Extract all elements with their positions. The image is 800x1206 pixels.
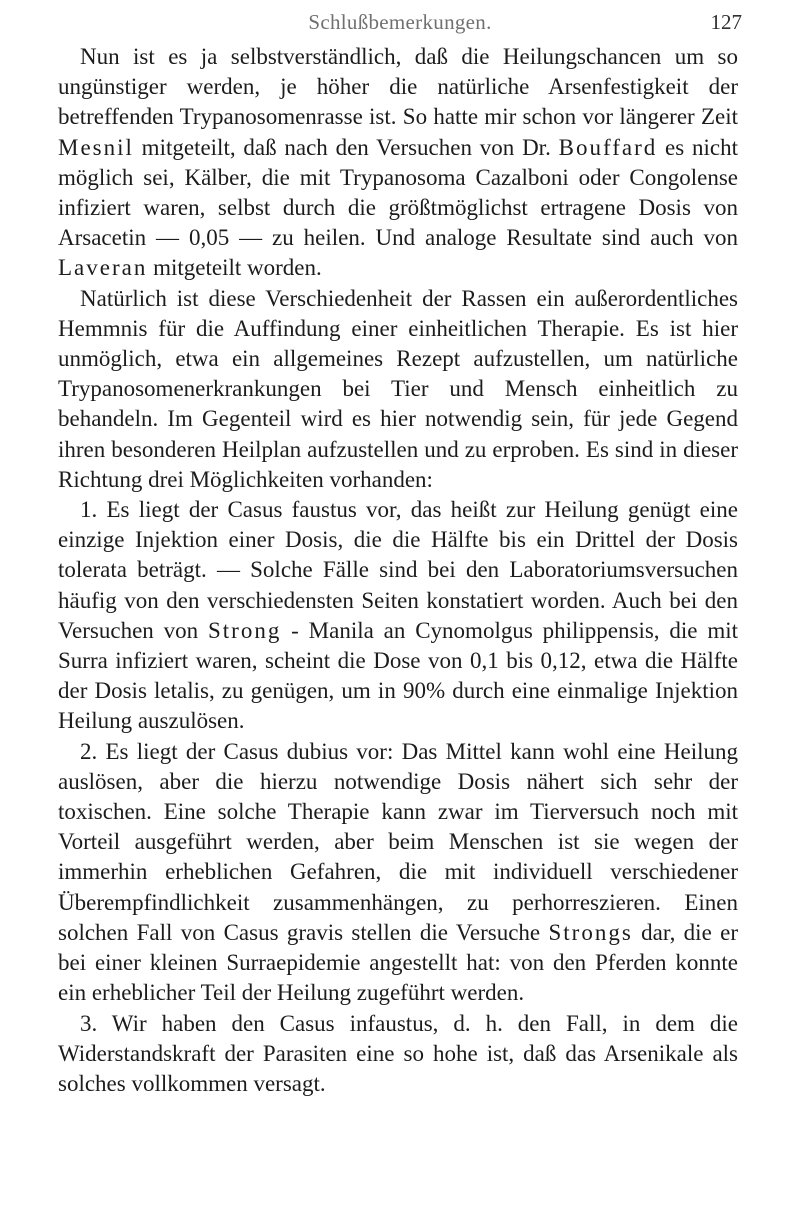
body-text [58,42,738,1099]
page-header [58,8,742,36]
text-segment: - Manila an Cynomolgus philippensis, die mit Surra infiziert waren, scheint die Dose von 0,1 bis 0,12, etwa die Hälfte der Dosis letalis, zu genügen, um in 90% durch eine einmalige Injektion Heilung auszulösen. [58,617,738,734]
text-segment: dar, die er bei einer kleinen Surraepidemie angestellt hat: von den Pferden konnte ein erheblicher Teil der Heilung zugeführt werden. [58,919,738,1006]
running-head: Schlußbemerkungen. [308,10,492,34]
paragraph [58,42,738,284]
author-name: Laveran [58,255,148,281]
text-segment: 1. Es liegt der Casus faustus vor, das heißt zur Heilung genügt eine einzige Injektion einer Dosis, die die Hälfte bis ein Drittel der Dosis tolerata beträgt. — Solche Fälle sind bei den Laboratoriumsversuchen häufig von den verschiedensten Seiten konstatiert worden. Auch bei den Versuchen von [58,497,738,643]
page-number: 127 [710,10,742,34]
paragraph [58,737,738,1009]
text-segment: 2. Es liegt der Casus dubius vor: Das Mittel kann wohl eine Heilung auslösen, aber die hierzu notwendige Dosis nähert sich sehr der toxischen. Eine solche Therapie kann zwar im Tierversuch noch mit Vorteil ausgeführt werden, aber beim Menschen ist sie wegen der immerhin erheblichen Gefahren, die mit individuell verschiedener Überempfindlichkeit zusammenhängen, zu perhorreszieren. Einen solchen Fall von Casus gravis stellen die Versuche [58,738,738,945]
text-segment: es nicht möglich sei, Kälber, die mit Trypanosoma Cazalboni oder Congolense infiziert waren, selbst durch die größtmöglichst ertragene Dosis von Arsacetin — 0,05 — zu heilen. Und analoge Resultate sind auch von [58,134,738,251]
author-name: Strongs [548,919,633,945]
text-segment: mitgeteilt worden. [147,255,322,281]
text-segment: Nun ist es ja selbstverständlich, daß die Heilungschancen um so ungünstiger werden, je höher die natürliche Arsenfestigkeit der betreffenden Trypanosomenrasse ist. So hatte mir schon vor längerer Zeit [58,44,738,130]
author-name: Strong [207,617,282,643]
paragraph [58,495,738,737]
text-segment: 3. Wir haben den Casus infaustus, d. h. den Fall, in dem die Widerstandskraft der Parasiten eine so hohe ist, daß das Arsenikale als solches vollkommen versagt. [58,1010,738,1096]
author-name: Bouffard [558,134,658,160]
author-name: Mesnil [58,134,134,160]
paragraph [58,284,738,495]
paragraph [58,1009,738,1100]
text-segment: mitgeteilt, daß nach den Versuchen von Dr. [133,134,559,160]
text-segment: Natürlich ist diese Verschiedenheit der Rassen ein außerordentliches Hemmnis für die Auffindung einer einheitlichen Therapie. Es ist hier unmöglich, etwa ein allgemeines Rezept aufzustellen, um natürliche Trypanosomenerkrankungen bei Tier und Mensch einheitlich zu behandeln. Im Gegenteil wird es hier notwendig sein, für jede Gegend ihren besonderen Heilplan aufzustellen und zu erproben. Es sind in dieser Richtung drei Möglichkeiten vorhanden: [58,285,738,492]
